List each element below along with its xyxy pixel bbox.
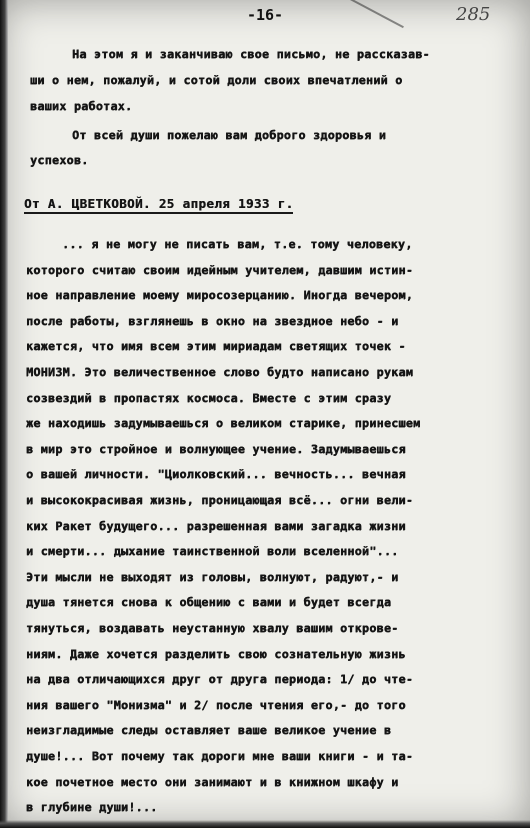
letter-line: ... я не могу не писать вам, т.е. тому человеку,: [62, 237, 413, 251]
letter-line: ких Ракет будущего... разрешенная вами загадка жизни: [26, 519, 406, 533]
intro-line: успехов.: [30, 153, 89, 167]
archive-number: 285: [456, 4, 491, 25]
intro-line: ши о нем, пожалуй, и сотой доли своих впечатлений о: [30, 73, 403, 87]
letter-line: МОНИЗМ. Это величественное слово будто написано рукам: [26, 365, 414, 379]
letter-heading: От А. ЦВЕТКОВОЙ. 25 апреля 1933 г.: [24, 196, 293, 214]
letter-line: душа тянется снова к общению с вами и будет всегда: [26, 595, 392, 609]
letter-line: после работы, взглянешь в окно на звездное небо - и: [26, 314, 399, 328]
letter-line: которого считаю своим идейным учителем, давшим истин-: [26, 263, 414, 277]
letter-line: Эти мысли не выходят из головы, волнуют, радуют,- и: [26, 570, 399, 584]
letter-line: на два отличающихся друг от друга периода: 1/ до чте-: [26, 672, 414, 686]
letter-line: ниям. Даже хочется разделить свою сознательную жизнь: [26, 647, 406, 661]
intro-line: От всей души пожелаю вам доброго здоровья и: [72, 128, 386, 142]
intro-line: На этом я и заканчиваю свое письмо, не рассказав-: [72, 47, 430, 61]
letter-line: же находишь задумываешься о великом старике, принесшем: [26, 416, 421, 430]
letter-line: о вашей личности. "Циолковский... вечность... вечная: [26, 467, 406, 481]
letter-line: созвездий в пропастях космоса. Вместе с этим сразу: [26, 391, 392, 405]
page-number: -16-: [246, 6, 284, 24]
intro-line: ваших работах.: [30, 99, 133, 113]
scan-edge-left: [0, 0, 8, 828]
letter-line: кое почетное место они занимают и в книжном шкафу и: [26, 775, 399, 789]
letter-line: ния вашего "Монизма" и 2/ после чтения его,- до того: [26, 698, 406, 712]
letter-line: и смерти... дыхание таинственной воли вселенной"...: [26, 544, 399, 558]
letter-line: тянуться, воздавать неустанную хвалу вашим откровe-: [26, 621, 399, 635]
scan-edge-bottom: [0, 820, 530, 828]
letter-line: ное направление моему миросозерцанию. Иногда вечером,: [26, 288, 414, 302]
letter-line: кажется, что имя всем этим мириадам светящих точек -: [26, 339, 406, 353]
letter-line: и высококрасивая жизнь, проницающая всё... огни вели-: [26, 493, 414, 507]
letter-line: в мир это стройное и волнующее учение. Задумываешься: [26, 442, 406, 456]
letter-line: неизгладимые следы оставляет ваше великое учение в: [26, 723, 392, 737]
letter-line: в глубине души!...: [26, 800, 158, 814]
letter-line: душе!... Вот почему так дороги мне ваши книги - и та-: [26, 749, 414, 763]
